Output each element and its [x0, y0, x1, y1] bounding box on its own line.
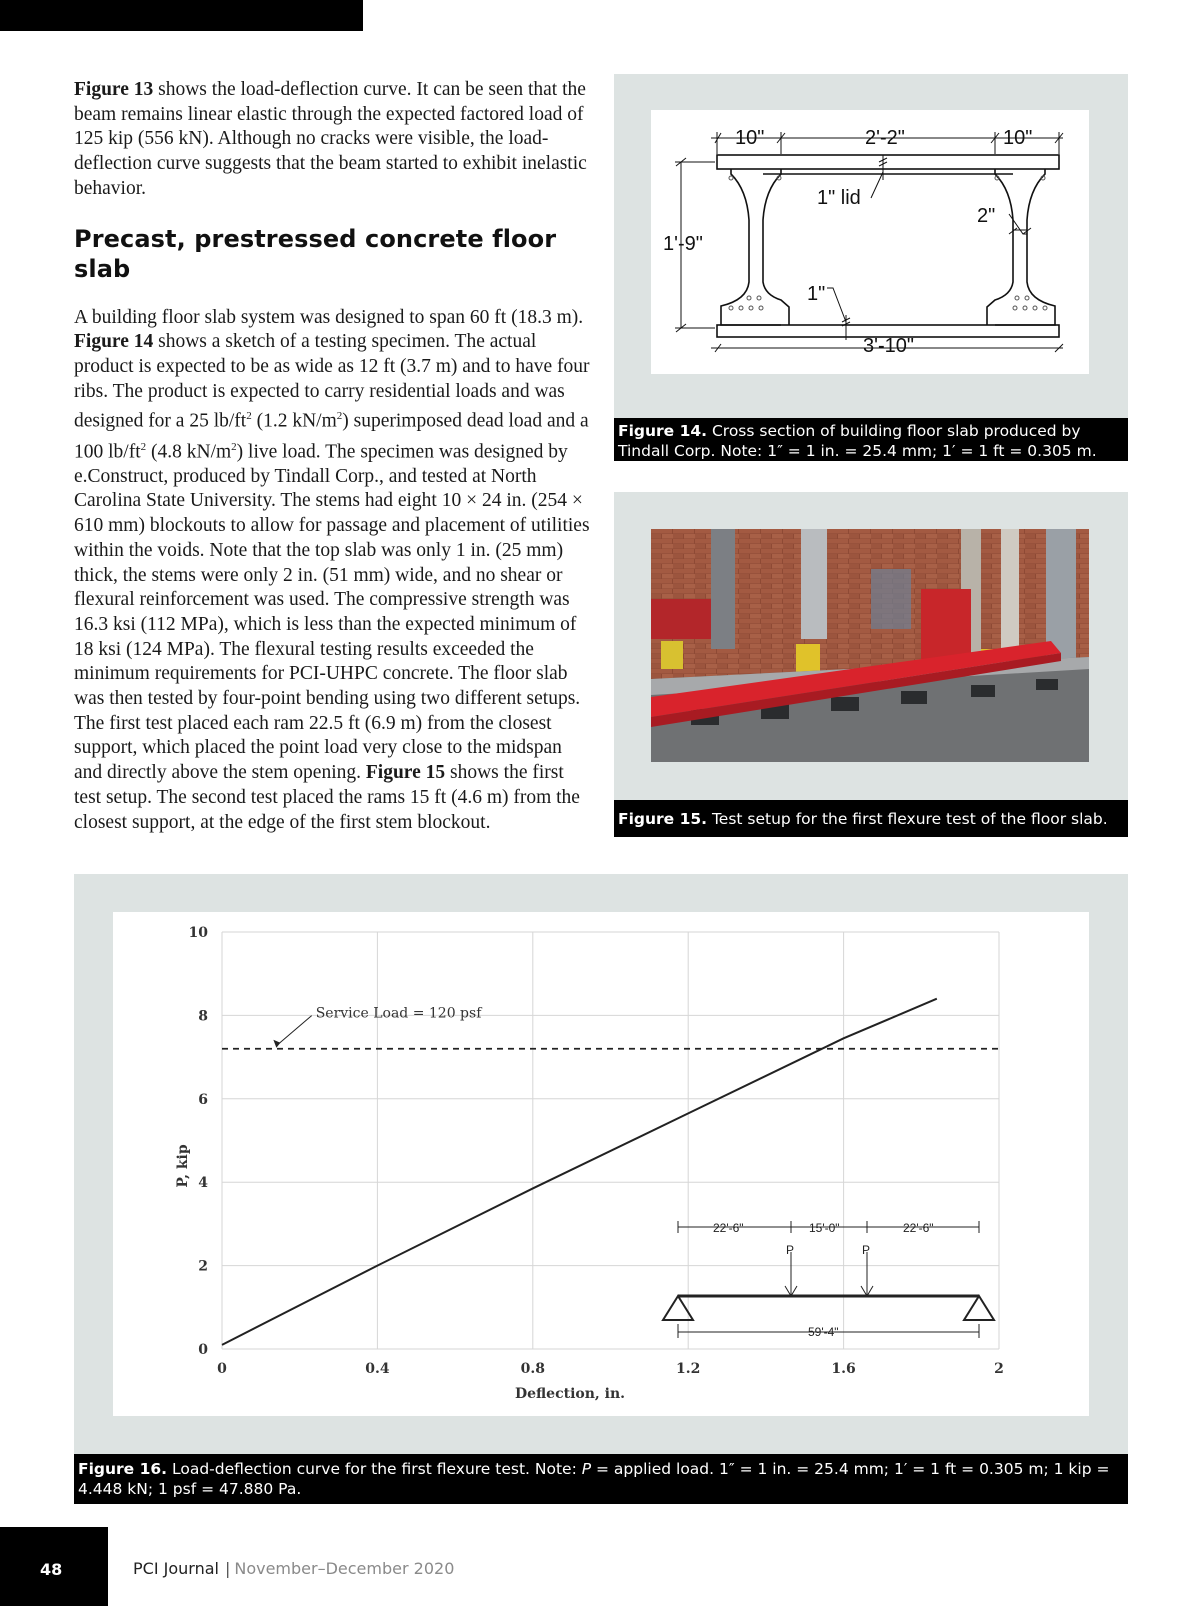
caption-text: Load-deflection curve for the first flexure test. Note: — [167, 1460, 582, 1478]
total-span-label: 59'-4" — [808, 1325, 839, 1339]
superscript: 2 — [246, 410, 252, 423]
y-tick-labels — [189, 925, 209, 1358]
paragraph-text: (4.8 kN/m — [146, 441, 232, 463]
paragraph-text: ) superimposed dead load and a 100 lb/ft — [74, 410, 589, 463]
figure14-ref[interactable]: Figure 14 — [74, 331, 154, 353]
test-setup-photo — [651, 529, 1089, 762]
top-black-bar — [0, 0, 363, 31]
paragraph-figure13 — [74, 78, 594, 202]
paragraph-text: shows the first test setup. The second test placed the rams 15 ft (4.6 m) from the closest support, at the edge of the first stem blockout. — [74, 762, 580, 833]
footer-journal — [133, 1559, 454, 1578]
y-axis-label: P, kip — [175, 1144, 191, 1188]
superscript: 2 — [231, 440, 237, 453]
paragraph-text: shows the load-deflection curve. It can be seen that the beam remains linear elastic through the expected factored load of 125 kip (556 kN). Although no cracks were visible, the load-deflection curve suggests that the beam started to exhibit inelastic behavior. — [74, 79, 587, 199]
annotation-arrowhead — [273, 1040, 280, 1048]
dim-stem-width: 2" — [977, 205, 996, 227]
x-tick-label: 0 — [217, 1361, 227, 1377]
figure13-ref[interactable]: Figure 13 — [74, 79, 154, 100]
paragraph-text: shows a sketch of a testing specimen. The actual product is expected to be as wide as 12 ft (3.7 m) and to have four ribs. The product is expected to carry residential loads and was designed for a 25 lb/ft — [74, 331, 590, 432]
x-tick-label: 1.2 — [676, 1361, 701, 1377]
cross-section-svg — [651, 110, 1089, 374]
dim-bottom-lid: 1" — [807, 283, 826, 305]
caption-label: Figure 15. — [618, 810, 708, 828]
figure15-caption — [614, 800, 1128, 837]
dim-top-left: 10" — [735, 127, 765, 149]
y-tick-label: 10 — [188, 925, 208, 941]
figure15-ref[interactable]: Figure 15 — [365, 762, 446, 784]
red-frame — [921, 589, 971, 659]
annotation-arrow — [276, 1016, 311, 1046]
x-axis-label: Deflection, in. — [514, 1386, 626, 1402]
figure16-caption — [74, 1454, 1128, 1504]
service-load-annotation: Service Load = 120 psf — [315, 1005, 482, 1022]
paragraph-text: (1.2 kN/m — [251, 410, 337, 432]
y-tick-label: 0 — [198, 1342, 208, 1358]
load-deflection-line — [222, 999, 937, 1345]
y-tick-label: 4 — [198, 1175, 208, 1192]
chart-area — [113, 912, 1089, 1416]
figure14-panel — [614, 74, 1128, 461]
paragraph-text: A building floor slab system was designed to span 60 ft (18.3 m). — [74, 306, 584, 328]
superscript: 2 — [140, 440, 147, 453]
photo-illustration — [651, 529, 1089, 762]
dim-bottom-width: 3'-10" — [863, 335, 914, 357]
load-label-right: P — [862, 1243, 871, 1257]
x-tick-label: 0.8 — [520, 1361, 545, 1377]
chart-series — [222, 999, 999, 1345]
superscript: 2 — [336, 410, 343, 423]
issue-date: November–December 2020 — [234, 1559, 455, 1578]
caption-text: Cross section of building floor slab produced by Tindall Corp. Note: 1″ = 1 in. = 25.4 mm; 1′ = 1 ft = 0.305 m. — [618, 422, 1097, 460]
journal-name: PCI Journal — [133, 1559, 219, 1578]
x-tick-labels — [217, 1361, 1004, 1377]
figure16-panel — [74, 874, 1128, 1504]
body-text-column — [74, 78, 594, 835]
paragraph-text: ) live load. The specimen was designed by e.Construct, produced by Tindall Corp., and tested at North Carolina State University. The stems had eight 10 × 24 in. (254 × 610 mm) blockouts to allow for passage and placement of utilities within the voids. Note that the top slab was only 1 in. (25 mm) thick, the stems were only 2 in. (51 mm) wide, and no shear or flexural reinforcement was used. The compressive strength was 16.3 ksi (112 MPa), which is less than the expected minimum of 18 ksi (124 MPa). The flexural testing results exceeded the minimum requirements for PCI-UHPC concrete. The floor slab was then tested by four-point bending using two different setups. The first test placed each ram 22.5 ft (6.9 m) from the closest support, which placed the point load very close to the midspan and directly above the stem opening. — [74, 441, 590, 784]
figure14-caption — [614, 418, 1128, 461]
caption-label: Figure 14. — [618, 422, 708, 440]
right-support — [964, 1296, 994, 1320]
section-heading: Precast, prestressed concrete floor slab — [74, 224, 557, 283]
caption-text: Test setup for the first flexure test of the floor slab. — [707, 810, 1108, 828]
y-tick-label: 6 — [198, 1091, 208, 1108]
span-left-label: 22'-6" — [713, 1221, 744, 1235]
span-mid-label: 15'-0" — [809, 1221, 840, 1235]
x-tick-label: 0.4 — [365, 1361, 390, 1377]
paragraph-floor-slab — [74, 306, 594, 836]
dimension-lines — [675, 132, 1063, 352]
y-tick-label: 2 — [198, 1258, 208, 1275]
figure15-panel — [614, 492, 1128, 837]
y-tick-label: 8 — [198, 1008, 208, 1025]
strand-dots — [729, 176, 1047, 310]
page-number: 48 — [40, 1560, 63, 1579]
dim-top-right: 10" — [1003, 127, 1033, 149]
x-tick-label: 1.6 — [831, 1361, 856, 1377]
load-deflection-chart — [113, 912, 1089, 1416]
dim-lid: 1" lid — [817, 187, 861, 209]
x-tick-label: 2 — [994, 1361, 1004, 1377]
cross-section-diagram — [651, 110, 1089, 374]
beam-schematic — [663, 1221, 994, 1338]
caption-text: = applied load. 1″ = 1 in. = 25.4 mm; 1′ = 1 ft = 0.305 m; 1 kip = 4.448 kN; 1 psf = 47.880 Pa. — [78, 1460, 1110, 1498]
dim-height: 1'-9" — [663, 233, 703, 255]
dim-top-mid: 2'-2" — [865, 127, 905, 149]
slab-outline — [717, 155, 1059, 337]
caption-italic: P — [581, 1460, 592, 1478]
footer-separator: | — [224, 1559, 231, 1578]
span-right-label: 22'-6" — [903, 1221, 934, 1235]
caption-label: Figure 16. — [78, 1460, 168, 1478]
load-label-left: P — [786, 1243, 795, 1257]
